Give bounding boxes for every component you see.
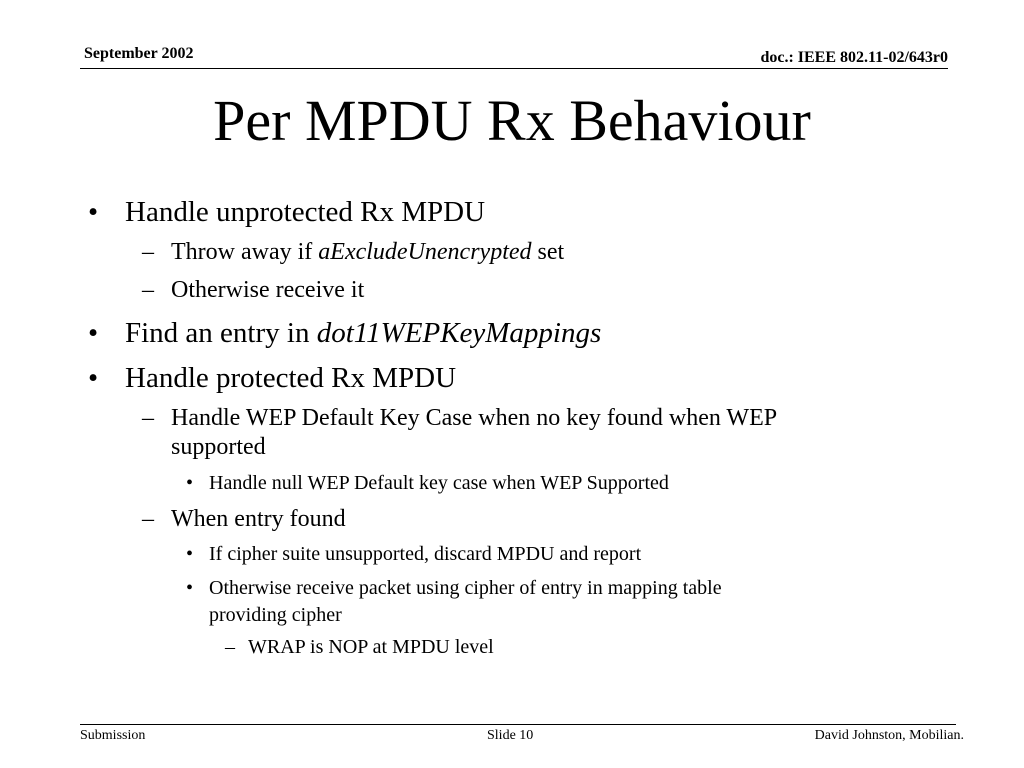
- subsubbullet-receive-packet-line2: providing cipher: [209, 604, 342, 626]
- subbullet-mark: –: [142, 506, 154, 532]
- footer-submission: Submission: [80, 728, 146, 743]
- subsubbullet-receive-packet-line1: Otherwise receive packet using cipher of entry in mapping table: [209, 577, 722, 599]
- subbullet-when-entry-found: When entry found: [171, 506, 346, 532]
- subsubbullet-mark: •: [186, 472, 194, 494]
- level4-mark: –: [225, 636, 235, 658]
- footer-author: David Johnston, Mobilian.: [814, 728, 964, 743]
- subbullet-mark: –: [142, 277, 154, 303]
- subsubbullet-null-wep: Handle null WEP Default key case when WEP Supported: [209, 472, 669, 494]
- bullet-handle-unprotected: Handle unprotected Rx MPDU: [125, 196, 486, 228]
- subbullet-throw-away: Throw away if aExcludeUnencrypted set: [171, 239, 565, 265]
- subbullet-mark: –: [142, 239, 154, 265]
- subbullet-wep-default-line2: supported: [171, 434, 266, 460]
- slide-title: Per MPDU Rx Behaviour: [213, 88, 811, 153]
- footer-divider: [80, 724, 956, 725]
- subbullet-wep-default-line1: Handle WEP Default Key Case when no key found when WEP: [171, 405, 778, 431]
- footer-slide-number: Slide 10: [487, 728, 534, 743]
- bullet-handle-protected: Handle protected Rx MPDU: [125, 362, 457, 394]
- bullet-find-entry: Find an entry in dot11WEPKeyMappings: [125, 317, 602, 349]
- level4-wrap-nop: WRAP is NOP at MPDU level: [248, 636, 494, 658]
- subbullet-otherwise-receive: Otherwise receive it: [171, 277, 365, 303]
- subsubbullet-cipher-unsupported: If cipher suite unsupported, discard MPDU and report: [209, 543, 642, 565]
- subsubbullet-mark: •: [186, 543, 194, 565]
- header-date: September 2002: [84, 45, 194, 62]
- subbullet-mark: –: [142, 405, 154, 431]
- subsubbullet-mark: •: [186, 577, 194, 599]
- header-doc-id: doc.: IEEE 802.11-02/643r0: [760, 49, 948, 66]
- bullet-mark: •: [88, 362, 99, 394]
- bullet-mark: •: [88, 317, 99, 349]
- bullet-mark: •: [88, 196, 99, 228]
